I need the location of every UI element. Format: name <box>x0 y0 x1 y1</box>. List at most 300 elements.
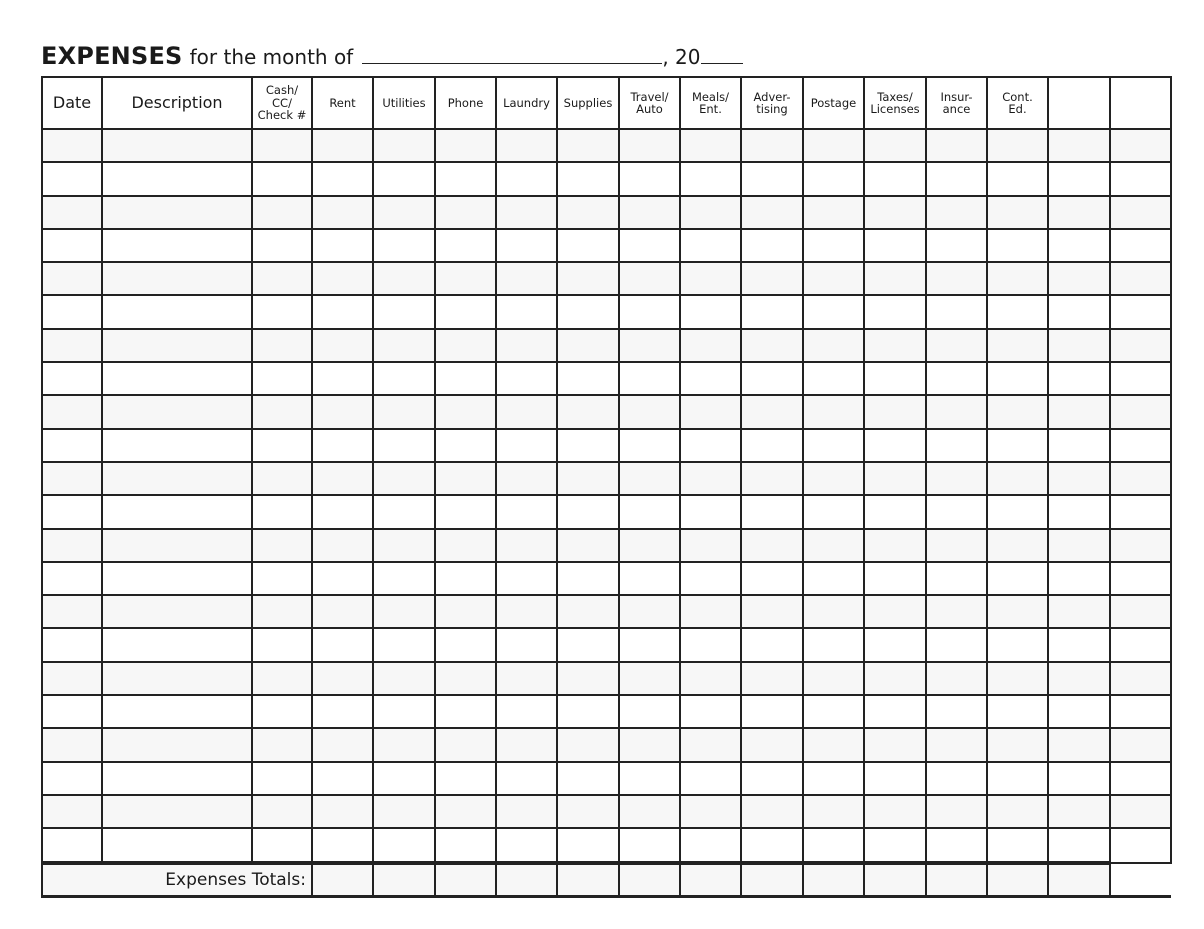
entry-cell[interactable] <box>619 595 680 628</box>
entry-cell[interactable] <box>312 662 373 695</box>
entry-cell[interactable] <box>496 762 557 795</box>
entry-cell[interactable] <box>42 828 102 862</box>
entry-cell[interactable] <box>557 395 619 428</box>
entry-cell[interactable] <box>926 529 987 562</box>
entry-cell[interactable] <box>42 262 102 295</box>
entry-cell[interactable] <box>496 828 557 862</box>
total-cell[interactable] <box>619 863 680 897</box>
entry-cell[interactable] <box>803 129 864 162</box>
entry-cell[interactable] <box>252 662 312 695</box>
entry-cell[interactable] <box>619 362 680 395</box>
entry-cell[interactable] <box>102 229 252 262</box>
entry-cell[interactable] <box>741 295 803 328</box>
entry-cell[interactable] <box>373 695 435 728</box>
entry-cell[interactable] <box>312 229 373 262</box>
entry-cell[interactable] <box>1048 462 1110 495</box>
entry-cell[interactable] <box>1048 362 1110 395</box>
entry-cell[interactable] <box>102 295 252 328</box>
entry-cell[interactable] <box>312 295 373 328</box>
entry-cell[interactable] <box>803 529 864 562</box>
entry-cell[interactable] <box>102 429 252 462</box>
entry-cell[interactable] <box>680 229 741 262</box>
total-cell[interactable] <box>741 863 803 897</box>
entry-cell[interactable] <box>435 495 496 528</box>
entry-cell[interactable] <box>373 329 435 362</box>
entry-cell[interactable] <box>1048 728 1110 761</box>
entry-cell[interactable] <box>1048 395 1110 428</box>
entry-cell[interactable] <box>42 728 102 761</box>
entry-cell[interactable] <box>803 462 864 495</box>
entry-cell[interactable] <box>42 628 102 661</box>
entry-cell[interactable] <box>803 429 864 462</box>
entry-cell[interactable] <box>557 828 619 862</box>
entry-cell[interactable] <box>102 162 252 195</box>
entry-cell[interactable] <box>557 795 619 828</box>
entry-cell[interactable] <box>312 628 373 661</box>
entry-cell[interactable] <box>741 529 803 562</box>
entry-cell[interactable] <box>252 628 312 661</box>
entry-cell[interactable] <box>435 795 496 828</box>
entry-cell[interactable] <box>42 529 102 562</box>
entry-cell[interactable] <box>680 595 741 628</box>
entry-cell[interactable] <box>435 162 496 195</box>
entry-cell[interactable] <box>926 229 987 262</box>
entry-cell[interactable] <box>252 562 312 595</box>
entry-cell[interactable] <box>619 662 680 695</box>
entry-cell[interactable] <box>557 196 619 229</box>
entry-cell[interactable] <box>102 495 252 528</box>
entry-cell[interactable] <box>496 395 557 428</box>
entry-cell[interactable] <box>496 628 557 661</box>
entry-cell[interactable] <box>864 562 926 595</box>
entry-cell[interactable] <box>987 562 1048 595</box>
entry-cell[interactable] <box>680 129 741 162</box>
entry-cell[interactable] <box>312 529 373 562</box>
entry-cell[interactable] <box>864 695 926 728</box>
entry-cell[interactable] <box>252 229 312 262</box>
entry-cell[interactable] <box>864 429 926 462</box>
entry-cell[interactable] <box>864 329 926 362</box>
entry-cell[interactable] <box>803 362 864 395</box>
entry-cell[interactable] <box>741 828 803 862</box>
entry-cell[interactable] <box>619 429 680 462</box>
entry-cell[interactable] <box>496 562 557 595</box>
entry-cell[interactable] <box>496 129 557 162</box>
entry-cell[interactable] <box>619 828 680 862</box>
entry-cell[interactable] <box>619 162 680 195</box>
entry-cell[interactable] <box>102 795 252 828</box>
entry-cell[interactable] <box>864 628 926 661</box>
entry-cell[interactable] <box>987 695 1048 728</box>
entry-cell[interactable] <box>926 262 987 295</box>
entry-cell[interactable] <box>803 662 864 695</box>
entry-cell[interactable] <box>741 762 803 795</box>
entry-cell[interactable] <box>680 462 741 495</box>
entry-cell[interactable] <box>435 229 496 262</box>
entry-cell[interactable] <box>987 229 1048 262</box>
entry-cell[interactable] <box>252 362 312 395</box>
entry-cell[interactable] <box>102 628 252 661</box>
entry-cell[interactable] <box>42 695 102 728</box>
entry-cell[interactable] <box>435 129 496 162</box>
total-cell[interactable] <box>864 863 926 897</box>
entry-cell[interactable] <box>926 728 987 761</box>
entry-cell[interactable] <box>1048 828 1110 862</box>
entry-cell[interactable] <box>680 329 741 362</box>
entry-cell[interactable] <box>496 728 557 761</box>
entry-cell[interactable] <box>102 595 252 628</box>
entry-cell[interactable] <box>312 562 373 595</box>
entry-cell[interactable] <box>373 529 435 562</box>
entry-cell[interactable] <box>102 828 252 862</box>
entry-cell[interactable] <box>1110 595 1171 628</box>
entry-cell[interactable] <box>496 162 557 195</box>
entry-cell[interactable] <box>102 196 252 229</box>
entry-cell[interactable] <box>741 429 803 462</box>
entry-cell[interactable] <box>680 395 741 428</box>
entry-cell[interactable] <box>680 529 741 562</box>
entry-cell[interactable] <box>42 795 102 828</box>
entry-cell[interactable] <box>557 162 619 195</box>
entry-cell[interactable] <box>926 828 987 862</box>
entry-cell[interactable] <box>987 762 1048 795</box>
entry-cell[interactable] <box>1110 329 1171 362</box>
entry-cell[interactable] <box>1110 129 1171 162</box>
entry-cell[interactable] <box>557 628 619 661</box>
entry-cell[interactable] <box>496 295 557 328</box>
entry-cell[interactable] <box>1048 295 1110 328</box>
entry-cell[interactable] <box>680 495 741 528</box>
entry-cell[interactable] <box>1110 795 1171 828</box>
entry-cell[interactable] <box>557 662 619 695</box>
entry-cell[interactable] <box>496 795 557 828</box>
entry-cell[interactable] <box>680 628 741 661</box>
entry-cell[interactable] <box>252 162 312 195</box>
entry-cell[interactable] <box>1110 562 1171 595</box>
total-cell[interactable] <box>680 863 741 897</box>
entry-cell[interactable] <box>557 762 619 795</box>
entry-cell[interactable] <box>42 495 102 528</box>
entry-cell[interactable] <box>102 662 252 695</box>
entry-cell[interactable] <box>803 628 864 661</box>
entry-cell[interactable] <box>680 162 741 195</box>
entry-cell[interactable] <box>987 728 1048 761</box>
entry-cell[interactable] <box>42 762 102 795</box>
entry-cell[interactable] <box>619 462 680 495</box>
entry-cell[interactable] <box>435 595 496 628</box>
entry-cell[interactable] <box>252 429 312 462</box>
entry-cell[interactable] <box>496 196 557 229</box>
entry-cell[interactable] <box>864 762 926 795</box>
entry-cell[interactable] <box>680 362 741 395</box>
entry-cell[interactable] <box>557 262 619 295</box>
entry-cell[interactable] <box>803 828 864 862</box>
entry-cell[interactable] <box>42 395 102 428</box>
entry-cell[interactable] <box>252 495 312 528</box>
entry-cell[interactable] <box>1048 529 1110 562</box>
entry-cell[interactable] <box>926 462 987 495</box>
entry-cell[interactable] <box>987 362 1048 395</box>
entry-cell[interactable] <box>102 395 252 428</box>
entry-cell[interactable] <box>1110 462 1171 495</box>
entry-cell[interactable] <box>42 129 102 162</box>
entry-cell[interactable] <box>42 462 102 495</box>
entry-cell[interactable] <box>557 329 619 362</box>
entry-cell[interactable] <box>435 628 496 661</box>
entry-cell[interactable] <box>435 828 496 862</box>
entry-cell[interactable] <box>926 662 987 695</box>
entry-cell[interactable] <box>864 196 926 229</box>
entry-cell[interactable] <box>312 362 373 395</box>
entry-cell[interactable] <box>312 728 373 761</box>
entry-cell[interactable] <box>496 229 557 262</box>
entry-cell[interactable] <box>1110 429 1171 462</box>
entry-cell[interactable] <box>312 196 373 229</box>
entry-cell[interactable] <box>102 262 252 295</box>
entry-cell[interactable] <box>926 495 987 528</box>
entry-cell[interactable] <box>987 529 1048 562</box>
entry-cell[interactable] <box>864 795 926 828</box>
entry-cell[interactable] <box>557 728 619 761</box>
entry-cell[interactable] <box>312 828 373 862</box>
entry-cell[interactable] <box>987 129 1048 162</box>
entry-cell[interactable] <box>496 662 557 695</box>
entry-cell[interactable] <box>435 695 496 728</box>
entry-cell[interactable] <box>435 662 496 695</box>
entry-cell[interactable] <box>1110 295 1171 328</box>
entry-cell[interactable] <box>557 595 619 628</box>
entry-cell[interactable] <box>496 362 557 395</box>
entry-cell[interactable] <box>42 295 102 328</box>
entry-cell[interactable] <box>864 295 926 328</box>
year-blank-field[interactable] <box>701 45 743 64</box>
entry-cell[interactable] <box>741 595 803 628</box>
entry-cell[interactable] <box>741 162 803 195</box>
entry-cell[interactable] <box>926 362 987 395</box>
entry-cell[interactable] <box>926 129 987 162</box>
entry-cell[interactable] <box>373 495 435 528</box>
entry-cell[interactable] <box>680 762 741 795</box>
entry-cell[interactable] <box>803 595 864 628</box>
entry-cell[interactable] <box>252 728 312 761</box>
entry-cell[interactable] <box>619 395 680 428</box>
entry-cell[interactable] <box>102 529 252 562</box>
entry-cell[interactable] <box>741 329 803 362</box>
entry-cell[interactable] <box>619 529 680 562</box>
entry-cell[interactable] <box>1110 628 1171 661</box>
entry-cell[interactable] <box>926 695 987 728</box>
entry-cell[interactable] <box>864 595 926 628</box>
entry-cell[interactable] <box>557 562 619 595</box>
entry-cell[interactable] <box>680 828 741 862</box>
entry-cell[interactable] <box>803 762 864 795</box>
entry-cell[interactable] <box>102 129 252 162</box>
entry-cell[interactable] <box>557 495 619 528</box>
entry-cell[interactable] <box>312 495 373 528</box>
entry-cell[interactable] <box>1110 529 1171 562</box>
entry-cell[interactable] <box>557 229 619 262</box>
entry-cell[interactable] <box>987 295 1048 328</box>
entry-cell[interactable] <box>252 262 312 295</box>
entry-cell[interactable] <box>741 395 803 428</box>
entry-cell[interactable] <box>1048 196 1110 229</box>
entry-cell[interactable] <box>496 595 557 628</box>
entry-cell[interactable] <box>557 529 619 562</box>
entry-cell[interactable] <box>619 695 680 728</box>
entry-cell[interactable] <box>864 828 926 862</box>
entry-cell[interactable] <box>1110 695 1171 728</box>
entry-cell[interactable] <box>1110 662 1171 695</box>
entry-cell[interactable] <box>373 429 435 462</box>
entry-cell[interactable] <box>680 728 741 761</box>
entry-cell[interactable] <box>42 595 102 628</box>
entry-cell[interactable] <box>102 362 252 395</box>
entry-cell[interactable] <box>373 229 435 262</box>
entry-cell[interactable] <box>252 828 312 862</box>
entry-cell[interactable] <box>987 395 1048 428</box>
total-cell[interactable] <box>496 863 557 897</box>
entry-cell[interactable] <box>741 795 803 828</box>
entry-cell[interactable] <box>803 295 864 328</box>
entry-cell[interactable] <box>1048 262 1110 295</box>
entry-cell[interactable] <box>102 462 252 495</box>
entry-cell[interactable] <box>741 462 803 495</box>
entry-cell[interactable] <box>373 196 435 229</box>
entry-cell[interactable] <box>252 395 312 428</box>
entry-cell[interactable] <box>619 295 680 328</box>
entry-cell[interactable] <box>496 429 557 462</box>
entry-cell[interactable] <box>1048 229 1110 262</box>
entry-cell[interactable] <box>864 162 926 195</box>
entry-cell[interactable] <box>1048 329 1110 362</box>
entry-cell[interactable] <box>803 495 864 528</box>
entry-cell[interactable] <box>373 129 435 162</box>
entry-cell[interactable] <box>926 162 987 195</box>
total-cell[interactable] <box>1048 863 1110 897</box>
total-cell[interactable] <box>987 863 1048 897</box>
entry-cell[interactable] <box>1048 595 1110 628</box>
entry-cell[interactable] <box>741 196 803 229</box>
entry-cell[interactable] <box>102 695 252 728</box>
entry-cell[interactable] <box>373 728 435 761</box>
entry-cell[interactable] <box>680 795 741 828</box>
entry-cell[interactable] <box>435 395 496 428</box>
total-cell[interactable] <box>312 863 373 897</box>
entry-cell[interactable] <box>373 462 435 495</box>
entry-cell[interactable] <box>42 229 102 262</box>
entry-cell[interactable] <box>252 196 312 229</box>
entry-cell[interactable] <box>435 329 496 362</box>
entry-cell[interactable] <box>373 762 435 795</box>
entry-cell[interactable] <box>312 762 373 795</box>
entry-cell[interactable] <box>42 562 102 595</box>
entry-cell[interactable] <box>496 529 557 562</box>
entry-cell[interactable] <box>803 229 864 262</box>
entry-cell[interactable] <box>680 662 741 695</box>
entry-cell[interactable] <box>803 395 864 428</box>
entry-cell[interactable] <box>619 129 680 162</box>
entry-cell[interactable] <box>864 495 926 528</box>
entry-cell[interactable] <box>252 462 312 495</box>
entry-cell[interactable] <box>42 329 102 362</box>
entry-cell[interactable] <box>1048 429 1110 462</box>
entry-cell[interactable] <box>312 462 373 495</box>
entry-cell[interactable] <box>741 662 803 695</box>
entry-cell[interactable] <box>864 229 926 262</box>
entry-cell[interactable] <box>102 762 252 795</box>
entry-cell[interactable] <box>373 295 435 328</box>
entry-cell[interactable] <box>312 395 373 428</box>
entry-cell[interactable] <box>373 395 435 428</box>
entry-cell[interactable] <box>435 562 496 595</box>
entry-cell[interactable] <box>926 429 987 462</box>
entry-cell[interactable] <box>557 429 619 462</box>
entry-cell[interactable] <box>496 262 557 295</box>
entry-cell[interactable] <box>252 595 312 628</box>
entry-cell[interactable] <box>619 262 680 295</box>
entry-cell[interactable] <box>619 628 680 661</box>
entry-cell[interactable] <box>741 129 803 162</box>
entry-cell[interactable] <box>42 662 102 695</box>
entry-cell[interactable] <box>741 628 803 661</box>
entry-cell[interactable] <box>926 196 987 229</box>
entry-cell[interactable] <box>741 362 803 395</box>
entry-cell[interactable] <box>1110 828 1171 862</box>
entry-cell[interactable] <box>1110 395 1171 428</box>
entry-cell[interactable] <box>864 662 926 695</box>
entry-cell[interactable] <box>619 495 680 528</box>
entry-cell[interactable] <box>435 196 496 229</box>
entry-cell[interactable] <box>252 295 312 328</box>
entry-cell[interactable] <box>987 429 1048 462</box>
entry-cell[interactable] <box>102 562 252 595</box>
entry-cell[interactable] <box>1110 495 1171 528</box>
entry-cell[interactable] <box>435 362 496 395</box>
entry-cell[interactable] <box>496 329 557 362</box>
entry-cell[interactable] <box>557 129 619 162</box>
entry-cell[interactable] <box>102 728 252 761</box>
entry-cell[interactable] <box>252 762 312 795</box>
entry-cell[interactable] <box>741 728 803 761</box>
entry-cell[interactable] <box>373 662 435 695</box>
entry-cell[interactable] <box>1048 762 1110 795</box>
entry-cell[interactable] <box>496 695 557 728</box>
entry-cell[interactable] <box>926 595 987 628</box>
entry-cell[interactable] <box>803 262 864 295</box>
entry-cell[interactable] <box>803 196 864 229</box>
entry-cell[interactable] <box>435 529 496 562</box>
entry-cell[interactable] <box>373 162 435 195</box>
entry-cell[interactable] <box>619 728 680 761</box>
entry-cell[interactable] <box>252 695 312 728</box>
entry-cell[interactable] <box>987 828 1048 862</box>
entry-cell[interactable] <box>680 262 741 295</box>
entry-cell[interactable] <box>435 762 496 795</box>
entry-cell[interactable] <box>741 229 803 262</box>
entry-cell[interactable] <box>557 462 619 495</box>
entry-cell[interactable] <box>864 462 926 495</box>
entry-cell[interactable] <box>926 395 987 428</box>
entry-cell[interactable] <box>373 628 435 661</box>
entry-cell[interactable] <box>42 162 102 195</box>
entry-cell[interactable] <box>435 429 496 462</box>
entry-cell[interactable] <box>741 562 803 595</box>
entry-cell[interactable] <box>373 795 435 828</box>
entry-cell[interactable] <box>312 162 373 195</box>
entry-cell[interactable] <box>1048 628 1110 661</box>
entry-cell[interactable] <box>926 562 987 595</box>
entry-cell[interactable] <box>42 362 102 395</box>
